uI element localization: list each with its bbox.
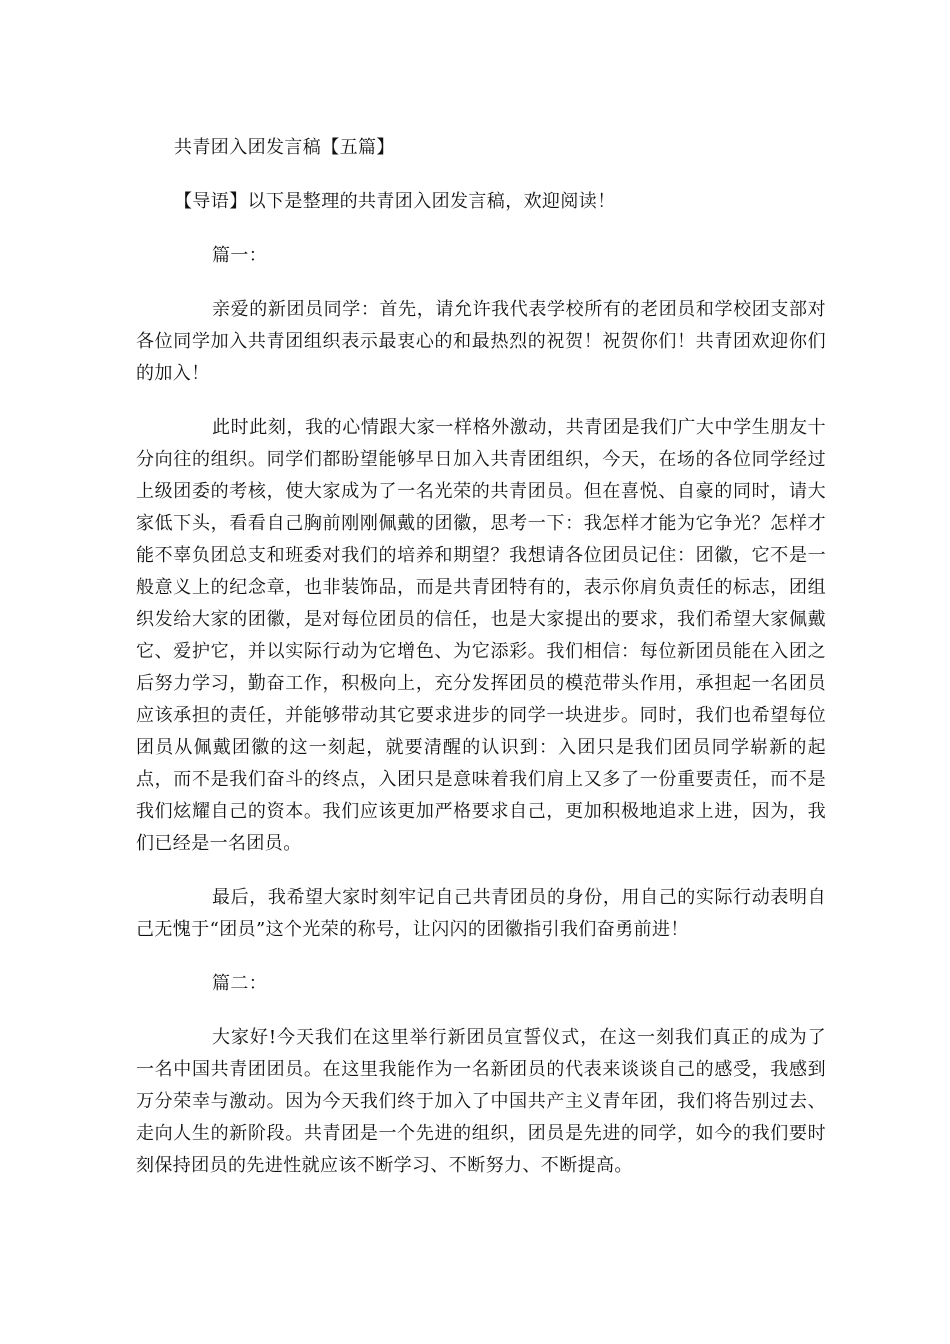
section-heading-2: 篇二： <box>212 973 268 994</box>
document-title: 共青团入团发言稿【五篇】 <box>174 137 395 158</box>
section-1-paragraph-1: 亲爱的新团员同学：首先，请允许我代表学校所有的老团员和学校团支部对各位同学加入共青团组织表示最衷心的和最热烈的祝贺！祝贺你们！共青团欢迎你们的加入！ <box>136 299 826 384</box>
document-intro: 【导语】以下是整理的共青团入团发言稿，欢迎阅读！ <box>174 191 616 212</box>
document-body <box>136 132 826 1182</box>
section-1-paragraph-2: 此时此刻，我的心情跟大家一样格外激动，共青团是我们广大中学生朋友十分向往的组织。同学们都盼望能够早日加入共青团组织，今天，在场的各位同学经过上级团委的考核，使大家成为了一名光荣的共青团员。但在喜悦、自豪的同时，请大家低下头，看看自己胸前刚刚佩戴的团徽，思考一下：我怎样才能为它争光？怎样才能不辜负团总支和班委对我们的培养和期望？我想请各位团员记住：团徽，它不是一般意义上的纪念章，也非装饰品，而是共青团特有的，表示你肩负责任的标志，团组织发给大家的团徽，是对每位团员的信任，也是大家提出的要求，我们希望大家佩戴它、爱护它，并以实际行动为它增色、为它添彩。我们相信：每位新团员能在入团之后努力学习，勤奋工作，积极向上，充分发挥团员的模范带头作用，承担起一名团员应该承担的责任，并能够带动其它要求进步的同学一块进步。同时，我们也希望每位团员从佩戴团徽的这一刻起，就要清醒的认识到：入团只是我们团员同学崭新的起点，而不是我们奋斗的终点，入团只是意味着我们肩上又多了一份重要责任，而不是我们炫耀自己的资本。我们应该更加严格要求自己，更加积极地追求上进，因为，我们已经是一名团员。 <box>136 417 826 854</box>
section-heading-1: 篇一： <box>212 245 268 266</box>
section-2-paragraph-1: 大家好!今天我们在这里举行新团员宣誓仪式，在这一刻我们真正的成为了一名中国共青团团员。在这里我能作为一名新团员的代表来谈谈自己的感受，我感到万分荣幸与激动。因为今天我们终于加入了中国共产主义青年团，我们将告别过去、走向人生的新阶段。共青团是一个先进的组织，团员是先进的同学，如今的我们要时刻保持团员的先进性就应该不断学习、不断努力、不断提高。 <box>136 1027 826 1176</box>
section-1-paragraph-3: 最后，我希望大家时刻牢记自己共青团员的身份，用自己的实际行动表明自己无愧于“团员”这个光荣的称号，让闪闪的团徽指引我们奋勇前进！ <box>136 887 826 940</box>
